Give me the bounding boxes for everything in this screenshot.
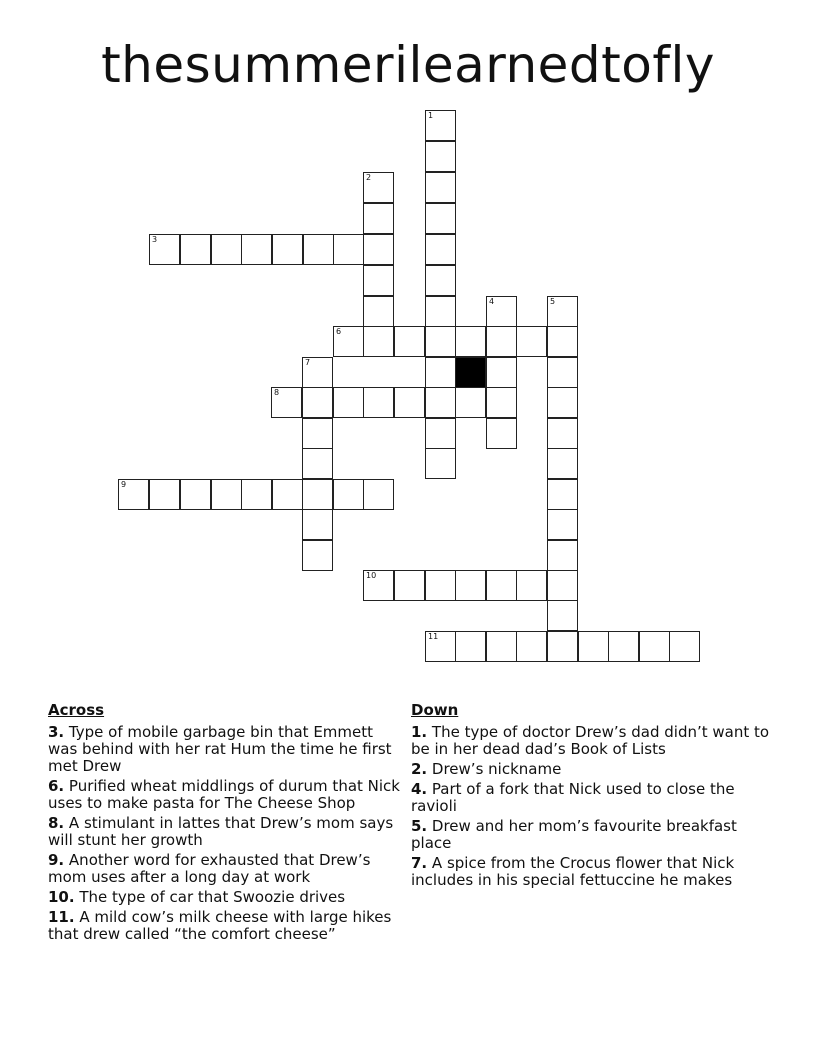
- crossword-cell[interactable]: [425, 448, 456, 479]
- crossword-cell[interactable]: [149, 234, 180, 265]
- crossword-cell[interactable]: [486, 387, 517, 418]
- clue-number: 7: [305, 358, 311, 367]
- crossword-cell[interactable]: [486, 418, 517, 449]
- across-clue: [48, 852, 406, 886]
- clue-number: 6: [336, 327, 342, 336]
- crossword-cell[interactable]: [486, 631, 517, 662]
- crossword-cell[interactable]: [363, 326, 394, 357]
- crossword-cell[interactable]: [302, 418, 333, 449]
- crossword-cell[interactable]: [333, 387, 364, 418]
- clue-text: Purified wheat middlings of durum that Nick uses to make pasta for The Cheese Shop: [48, 777, 400, 812]
- crossword-cell[interactable]: [547, 387, 578, 418]
- crossword-cell[interactable]: [425, 326, 456, 357]
- crossword-cell[interactable]: [302, 509, 333, 540]
- crossword-cell[interactable]: [211, 479, 242, 510]
- clue-text: A mild cow’s milk cheese with large hikes that drew called “the comfort cheese”: [48, 908, 392, 943]
- clue-label-number: 3.: [48, 723, 65, 741]
- crossword-cell[interactable]: [455, 570, 486, 601]
- crossword-cell[interactable]: [547, 326, 578, 357]
- down-heading: Down: [411, 701, 459, 719]
- crossword-cell[interactable]: [149, 479, 180, 510]
- crossword-cell[interactable]: [363, 203, 394, 234]
- crossword-cell[interactable]: [425, 570, 456, 601]
- clue-text: Another word for exhausted that Drew’s mom uses after a long day at work: [48, 851, 371, 886]
- crossword-cell[interactable]: [363, 479, 394, 510]
- clue-text: A spice from the Crocus flower that Nick includes in his special fettuccine he makes: [411, 854, 735, 889]
- clue-number: 10: [366, 571, 377, 580]
- crossword-cell[interactable]: [394, 570, 425, 601]
- clue-label-number: 4.: [411, 780, 428, 798]
- crossword-cell[interactable]: [608, 631, 639, 662]
- crossword-cell[interactable]: [425, 387, 456, 418]
- clue-text: Drew’s nickname: [431, 760, 562, 778]
- crossword-cell[interactable]: [578, 631, 609, 662]
- crossword-cell[interactable]: [333, 326, 364, 357]
- crossword-cell[interactable]: [547, 600, 578, 631]
- crossword-cell[interactable]: [363, 296, 394, 327]
- clue-text: A stimulant in lattes that Drew’s mom says will stunt her growth: [48, 814, 394, 849]
- crossword-cell[interactable]: [547, 509, 578, 540]
- crossword-cell[interactable]: [486, 570, 517, 601]
- crossword-cell[interactable]: [425, 141, 456, 172]
- crossword-cell[interactable]: [425, 357, 456, 388]
- crossword-cell[interactable]: [669, 631, 700, 662]
- crossword-cell[interactable]: [302, 479, 333, 510]
- clue-label-number: 11.: [48, 908, 75, 926]
- down-clue: [411, 781, 771, 815]
- crossword-cell[interactable]: [516, 570, 547, 601]
- across-clue: [48, 778, 406, 812]
- crossword-cell[interactable]: [425, 418, 456, 449]
- clue-text: Part of a fork that Nick used to close the ravioli: [411, 780, 735, 815]
- crossword-cell[interactable]: [486, 326, 517, 357]
- across-clues: [48, 700, 406, 946]
- crossword-cell[interactable]: [333, 234, 364, 265]
- crossword-cell[interactable]: [272, 479, 303, 510]
- clue-text: Type of mobile garbage bin that Emmett was behind with her rat Hum the time he first met Drew: [48, 723, 392, 775]
- across-clue: [48, 889, 406, 906]
- clue-label-number: 9.: [48, 851, 65, 869]
- crossword-cell[interactable]: [425, 110, 456, 141]
- crossword-cell[interactable]: [363, 265, 394, 296]
- crossword-cell[interactable]: [455, 631, 486, 662]
- crossword-cell[interactable]: [547, 479, 578, 510]
- clue-text: The type of car that Swoozie drives: [79, 888, 346, 906]
- down-clue: [411, 855, 771, 889]
- crossword-cell[interactable]: [547, 448, 578, 479]
- crossword-cell[interactable]: [363, 234, 394, 265]
- crossword-cell[interactable]: [180, 479, 211, 510]
- crossword-cell[interactable]: [394, 326, 425, 357]
- clue-number: 5: [550, 297, 556, 306]
- clue-number: 2: [366, 173, 372, 182]
- crossword-cell[interactable]: [486, 357, 517, 388]
- crossword-cell[interactable]: [241, 479, 272, 510]
- crossword-cell[interactable]: [302, 540, 333, 571]
- clue-label-number: 7.: [411, 854, 428, 872]
- across-clue: [48, 724, 406, 775]
- clue-number: 3: [152, 235, 158, 244]
- crossword-block-cell: [455, 357, 486, 388]
- crossword-cell[interactable]: [302, 387, 333, 418]
- clue-text: Drew and her mom’s favourite breakfast place: [411, 817, 737, 852]
- crossword-cell[interactable]: [272, 234, 303, 265]
- clue-number: 11: [428, 632, 439, 641]
- crossword-cell[interactable]: [302, 448, 333, 479]
- crossword-cell[interactable]: [425, 234, 456, 265]
- crossword-cell[interactable]: [516, 326, 547, 357]
- crossword-cell[interactable]: [516, 631, 547, 662]
- crossword-cell[interactable]: [363, 387, 394, 418]
- crossword-cell[interactable]: [547, 296, 578, 327]
- clue-number: 9: [121, 480, 127, 489]
- crossword-cell[interactable]: [241, 234, 272, 265]
- crossword-cell[interactable]: [271, 387, 302, 418]
- across-heading: Across: [48, 701, 105, 719]
- clue-number: 4: [489, 297, 495, 306]
- crossword-cell[interactable]: [547, 357, 578, 388]
- crossword-cell[interactable]: [425, 203, 456, 234]
- clue-label-number: 10.: [48, 888, 75, 906]
- clue-text: The type of doctor Drew’s dad didn’t want to be in her dead dad’s Book of Lists: [411, 723, 770, 758]
- clue-label-number: 2.: [411, 760, 428, 778]
- down-clues: [411, 700, 771, 892]
- crossword-cell[interactable]: [547, 540, 578, 571]
- across-clue: [48, 815, 406, 849]
- crossword-cell[interactable]: [180, 234, 211, 265]
- crossword-cell[interactable]: [425, 265, 456, 296]
- crossword-cell[interactable]: [425, 172, 456, 203]
- crossword-cell[interactable]: [639, 631, 670, 662]
- clue-label-number: 1.: [411, 723, 428, 741]
- clue-label-number: 6.: [48, 777, 65, 795]
- crossword-cell[interactable]: [425, 296, 456, 327]
- crossword-cell[interactable]: [486, 296, 517, 327]
- clue-number: 1: [428, 111, 434, 120]
- clue-label-number: 5.: [411, 817, 428, 835]
- crossword-cell[interactable]: [211, 234, 242, 265]
- across-clue: [48, 909, 406, 943]
- crossword-cell[interactable]: [363, 570, 394, 601]
- crossword-cell[interactable]: [394, 387, 425, 418]
- crossword-cell[interactable]: [425, 631, 456, 662]
- down-clue: [411, 724, 771, 758]
- clue-number: 8: [274, 388, 280, 397]
- crossword-cell[interactable]: [455, 326, 486, 357]
- crossword-cell[interactable]: [547, 570, 578, 601]
- down-clue-list: [411, 724, 771, 889]
- crossword-cell[interactable]: [455, 387, 486, 418]
- clue-label-number: 8.: [48, 814, 65, 832]
- crossword-cell[interactable]: [363, 172, 394, 203]
- across-clue-list: [48, 724, 406, 943]
- puzzle-title: thesummerilearnedtofly: [101, 36, 715, 94]
- crossword-cell[interactable]: [302, 357, 333, 388]
- down-clue: [411, 761, 771, 778]
- down-clue: [411, 818, 771, 852]
- crossword-cell[interactable]: [547, 631, 578, 662]
- crossword-cell[interactable]: [333, 479, 364, 510]
- crossword-cell[interactable]: [303, 234, 334, 265]
- crossword-cell[interactable]: [547, 418, 578, 449]
- crossword-cell[interactable]: [118, 479, 149, 510]
